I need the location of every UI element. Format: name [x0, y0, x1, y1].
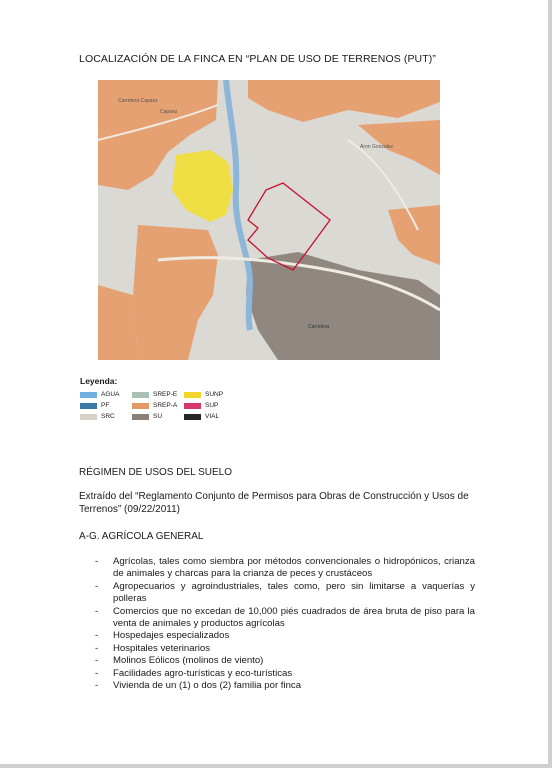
bullet-dash: - — [95, 630, 99, 642]
bullet-dash: - — [95, 642, 99, 654]
legend-label: SUNP — [205, 391, 224, 398]
legend-swatch — [80, 414, 97, 420]
legend-swatch — [132, 414, 149, 420]
legend-item — [80, 402, 128, 409]
legend-swatch — [132, 392, 149, 398]
map-label: Carretera Capaez — [118, 98, 158, 104]
map-canvas — [98, 80, 440, 360]
legend-label: SRC — [101, 413, 115, 420]
legend-item — [132, 413, 180, 420]
legend-grid — [80, 391, 240, 420]
legend-item — [132, 391, 180, 398]
legend-label: SU — [153, 413, 163, 420]
bullet-dash: - — [95, 667, 99, 679]
section-title: RÉGIMEN DE USOS DEL SUELO — [79, 467, 232, 478]
list-item-text: Hospitales veterinarios — [113, 642, 211, 654]
legend-title: Leyenda: — [80, 376, 118, 386]
list-item-text: Agropecuarios y agroindustriales, tales como, pero sin limitarse a vaquerías y polleras — [113, 580, 475, 605]
list-item — [95, 606, 475, 631]
legend-swatch — [132, 403, 149, 409]
legend-item — [80, 391, 128, 398]
document-title: LOCALIZACIÓN DE LA FINCA EN “PLAN DE USO DE TERRENOS (PUT)” — [79, 53, 436, 65]
map-zone-srep-a-southwest — [98, 285, 138, 360]
legend-label: SREP-E — [153, 391, 178, 398]
list-item-text: Comercios que no excedan de 10,000 piés cuadrados de área bruta de piso para la venta de animales y productos agrícolas — [113, 605, 475, 630]
list-item — [95, 680, 475, 692]
list-item — [95, 556, 475, 581]
legend-label: VIAL — [205, 413, 220, 420]
map-legend — [80, 376, 240, 420]
list-item — [95, 643, 475, 655]
bullet-dash: - — [95, 680, 99, 692]
list-item — [95, 655, 475, 667]
source-citation: Extraído del “Reglamento Conjunto de Permisos para Obras de Construcción y Usos de Terrenos” (09/22/2011) — [79, 491, 469, 515]
list-item — [95, 581, 475, 606]
legend-item — [184, 402, 232, 409]
list-item — [95, 630, 475, 642]
bullet-dash: - — [95, 605, 99, 617]
bullet-dash: - — [95, 580, 99, 592]
legend-label: AGUA — [101, 391, 120, 398]
category-title: A-G. AGRÍCOLA GENERAL — [79, 531, 204, 542]
list-item-text: Molinos Eólicos (molinos de viento) — [113, 655, 264, 667]
list-item-text: Hospedajes especializados — [113, 630, 230, 642]
permitted-uses-list — [95, 556, 475, 692]
list-item — [95, 668, 475, 680]
legend-swatch — [80, 392, 97, 398]
bullet-dash: - — [95, 556, 99, 567]
list-item-text: Agrícolas, tales como siembra por métodos convencionales o hidropónicos, crianza de animales y charcas para la crianza de peces y crustáceos — [113, 556, 475, 580]
legend-item — [132, 402, 180, 409]
map-label: Carretera — [308, 324, 330, 330]
legend-swatch — [184, 414, 201, 420]
legend-swatch — [80, 403, 97, 409]
legend-item — [184, 391, 232, 398]
map-label: Capaez — [160, 109, 178, 115]
legend-label: SREP-A — [153, 402, 178, 409]
legend-label: SUP — [205, 402, 219, 409]
legend-item — [184, 413, 232, 420]
map-label: Aron Gonzalez — [360, 144, 394, 150]
legend-swatch — [184, 403, 201, 409]
list-item-text: Vivienda de un (1) o dos (2) familia por finca — [113, 680, 302, 692]
legend-label: PF — [101, 402, 110, 409]
legend-swatch — [184, 392, 201, 398]
bullet-dash: - — [95, 655, 99, 667]
legend-item — [80, 413, 128, 420]
land-use-map — [98, 80, 440, 360]
list-item-text: Facilidades agro-turísticas y eco-turísticas — [113, 667, 293, 679]
